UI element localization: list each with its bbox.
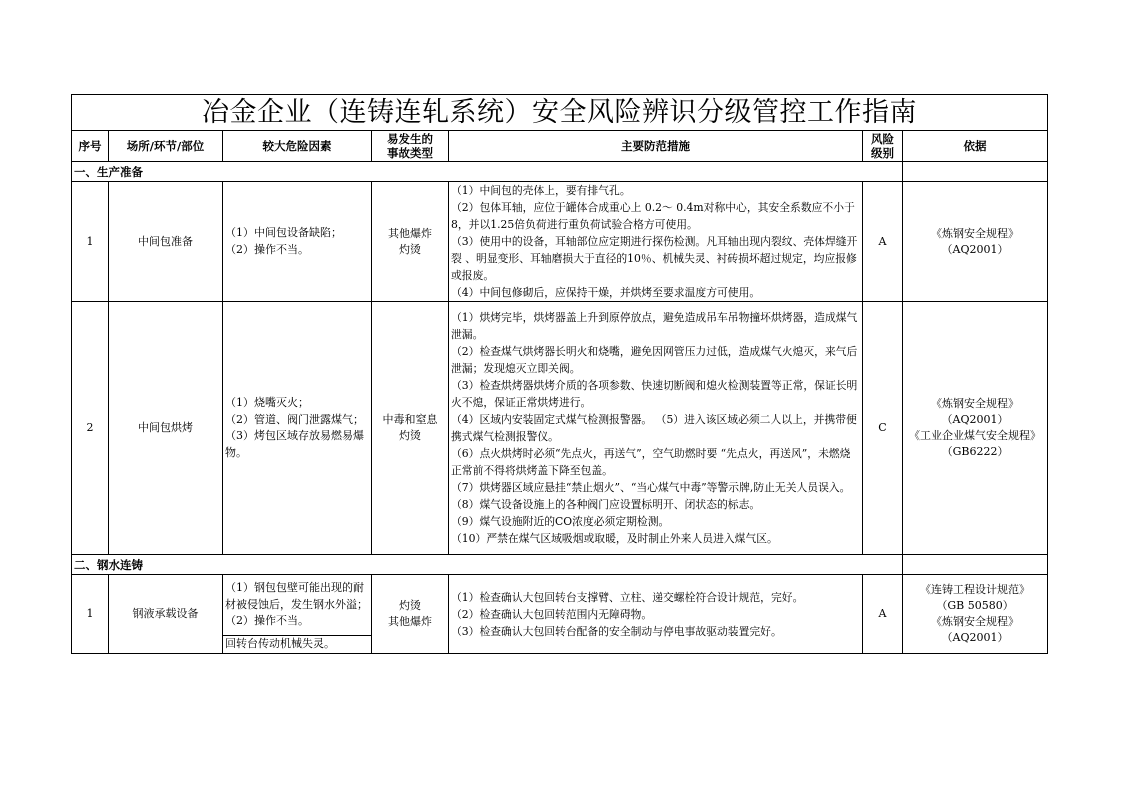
section-title: 一、生产准备 — [72, 162, 903, 182]
table-row — [72, 182, 1048, 302]
table-row — [72, 575, 1048, 636]
row-place: 中间包准备 — [109, 182, 223, 302]
row-basis: 《炼钢安全规程》 （AQ2001） — [903, 182, 1048, 302]
row-measures: （1）检查确认大包回转台支撑臂、立柱、递交螺栓符合设计规范，完好。 （2）检查确认大包回转范围内无障碍物。 （3）检查确认大包回转台配备的安全制动与停电事故驱动装置完好。 — [449, 575, 863, 654]
row-place: 中间包烘烤 — [109, 302, 223, 555]
header-no: 序号 — [72, 131, 109, 162]
row-level: A — [863, 575, 903, 654]
row-accident: 灼烫 其他爆炸 — [372, 575, 449, 654]
header-row — [72, 131, 1048, 162]
row-no: 2 — [72, 302, 109, 555]
row-place: 钢液承载设备 — [109, 575, 223, 654]
header-place: 场所/环节/部位 — [109, 131, 223, 162]
row-hazard: （1）钢包包壁可能出现的耐材被侵蚀后，发生钢水外溢； （2）操作不当。 — [223, 575, 372, 636]
row-level: C — [863, 302, 903, 555]
page-title: 冶金企业（连铸连轧系统）安全风险辨识分级管控工作指南 — [72, 95, 1048, 131]
row-no: 1 — [72, 575, 109, 654]
row-level: A — [863, 182, 903, 302]
row-accident: 其他爆炸 灼烫 — [372, 182, 449, 302]
row-accident: 中毒和窒息 灼烫 — [372, 302, 449, 555]
row-basis: 《连铸工程设计规范》 （GB 50580） 《炼钢安全规程》 （AQ2001） — [903, 575, 1048, 654]
row-hazard: （1）中间包设备缺陷； （2）操作不当。 — [223, 182, 372, 302]
header-level: 风险 级别 — [863, 131, 903, 162]
header-measures: 主要防范措施 — [449, 131, 863, 162]
header-hazard: 较大危险因素 — [223, 131, 372, 162]
row-measures: （1）中间包的壳体上，要有排气孔。 （2）包体耳轴，应位于罐体合成重心上 0.2～ 0.4m对称中心，其安全系数应不小于8，并以1.25倍负荷进行重负荷试验合格方可使用。 （3）使用中的设备，耳轴部位应定期进行探伤检测。凡耳轴出现内裂纹、壳体焊缝开裂 、明显变形、耳轴磨损大于直径的10％、机械失灵、衬砖损坏超过规定，均应报修或报废。 （4）中间包修砌后，应保持干燥，并烘烤至要求温度方可使用。 — [449, 182, 863, 302]
risk-guide-table — [71, 94, 1048, 654]
table-row — [72, 302, 1048, 555]
header-basis: 依据 — [903, 131, 1048, 162]
header-accident: 易发生的 事故类型 — [372, 131, 449, 162]
row-basis: 《炼钢安全规程》 （AQ2001） 《工业企业煤气安全规程》（GB6222） — [903, 302, 1048, 555]
row-hazard: （1）烧嘴灭火； （2）管道、阀门泄露煤气； （3）烤包区域存放易燃易爆物。 — [223, 302, 372, 555]
section-title: 二、钢水连铸 — [72, 555, 903, 575]
row-hazard-extra: 回转台传动机械失灵。 — [223, 636, 372, 654]
row-no: 1 — [72, 182, 109, 302]
row-measures: （1）烘烤完毕，烘烤器盖上升到原停放点，避免造成吊车吊物撞坏烘烤器，造成煤气泄漏。 （2）检查煤气烘烤器长明火和烧嘴，避免因网管压力过低，造成煤气火熄灭，来气后泄漏；发现熄灭立即关阀。 （3）检查烘烤器烘烤介质的各项参数、快速切断阀和熄火检测装置等正常，保证长明火不熄，保证正常烘烤进行。 （4）区域内安装固定式煤气检测报警器。 （5）进入该区域必须二人以上，并携带便携式煤气检测报警仪。 （6）点火烘烤时必须“先点火，再送气”，空气助燃时要 “先点火，再送风”，未燃烧正常前不得将烘烤盖下降至包盖。 （7）烘烤器区域应悬挂“禁止烟火”、“当心煤气中毒”等警示牌,防止无关人员误入。 （8）煤气设备设施上的各种阀门应设置标明开、闭状态的标志。 （9）煤气设施附近的CO浓度必须定期检测。 （10）严禁在煤气区域吸烟或取暖，及时制止外来人员进入煤气区。 — [449, 302, 863, 555]
